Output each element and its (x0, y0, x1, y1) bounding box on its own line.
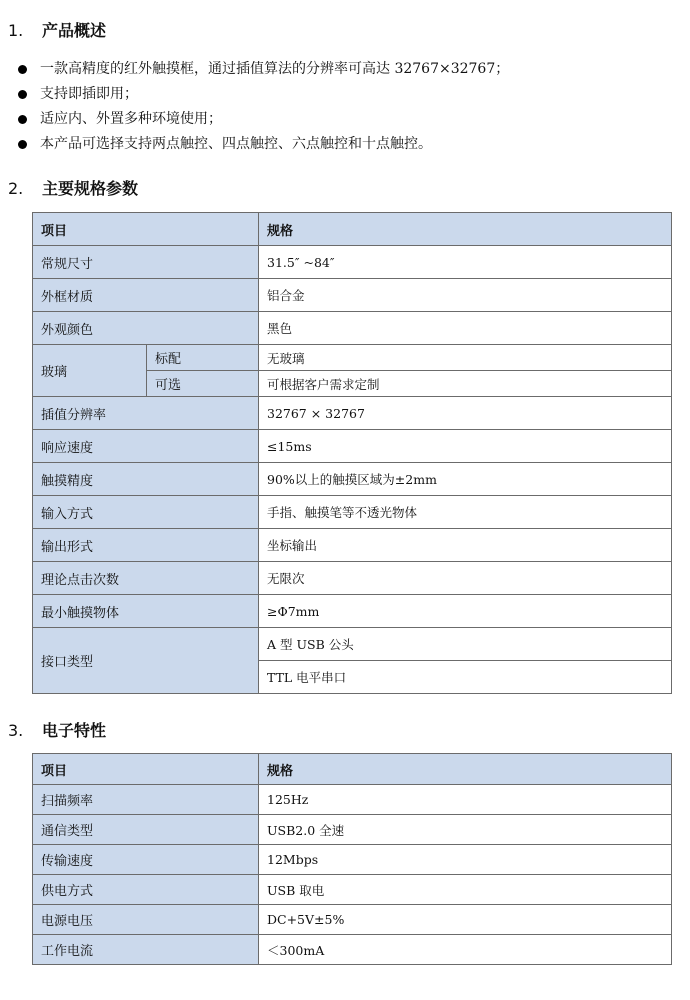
bullet-icon (18, 90, 27, 99)
table-row: 工作电流 ＜300mA (33, 935, 672, 965)
interface-label: 接口类型 (33, 628, 259, 694)
table-header-row (33, 213, 672, 246)
section-3-number: 3. (8, 721, 24, 740)
section-1-heading (8, 18, 106, 41)
electrical-table (32, 753, 672, 965)
table-row-glass: 玻璃 标配 无玻璃 (33, 345, 672, 371)
table-row: 供电方式 USB 取电 (33, 875, 672, 905)
table-row: 最小触摸物体 ≥Φ7mm (33, 595, 672, 628)
table-row: 传输速度 12Mbps (33, 845, 672, 875)
table-row: 外观颜色 黑色 (33, 312, 672, 345)
table-row: 插值分辨率 32767 × 32767 (33, 397, 672, 430)
table-row: 扫描频率 125Hz (33, 785, 672, 815)
spec-table (32, 212, 672, 694)
table-row-interface-2: TTL 电平串口 (33, 661, 672, 694)
list-item: 适应内、外置多种环境使用； (18, 107, 509, 132)
table-row: 通信类型 USB2.0 全速 (33, 815, 672, 845)
table-row: 常规尺寸 31.5″ ~84″ (33, 246, 672, 279)
table-row-interface: 接口类型 A 型 USB 公头 (33, 628, 672, 661)
glass-label: 玻璃 (33, 345, 147, 397)
table-row: 响应速度 ≤15ms (33, 430, 672, 463)
bullet-icon (18, 65, 27, 74)
list-item: 本产品可选择支持两点触控、四点触控、六点触控和十点触控。 (18, 132, 509, 157)
bullet-icon (18, 140, 27, 149)
table-row: 电源电压 DC+5V±5% (33, 905, 672, 935)
header-spec: 规格 (259, 213, 672, 246)
header-item: 项目 (33, 213, 259, 246)
header-item: 项目 (33, 754, 259, 785)
section-2-title: 主要规格参数 (42, 179, 139, 198)
section-1-title: 产品概述 (42, 21, 107, 40)
table-row-glass-optional: 可选 可根据客户需求定制 (33, 371, 672, 397)
section-2-number: 2. (8, 179, 24, 198)
table-header-row (33, 754, 672, 785)
table-row: 触摸精度 90%以上的触摸区域为±2mm (33, 463, 672, 496)
section-3-title: 电子特性 (42, 721, 107, 740)
list-item: 一款高精度的红外触摸框，通过插值算法的分辨率可高达 32767×32767； (18, 57, 509, 82)
table-row: 输入方式 手指、触摸笔等不透光物体 (33, 496, 672, 529)
section-1-number: 1. (8, 21, 24, 40)
table-row: 外框材质 铝合金 (33, 279, 672, 312)
product-overview-list (18, 57, 509, 157)
section-2-heading (8, 176, 138, 199)
table-row: 输出形式 坐标输出 (33, 529, 672, 562)
section-3-heading (8, 718, 106, 741)
bullet-icon (18, 115, 27, 124)
list-item: 支持即插即用； (18, 82, 509, 107)
table-row: 理论点击次数 无限次 (33, 562, 672, 595)
header-spec: 规格 (259, 754, 672, 785)
